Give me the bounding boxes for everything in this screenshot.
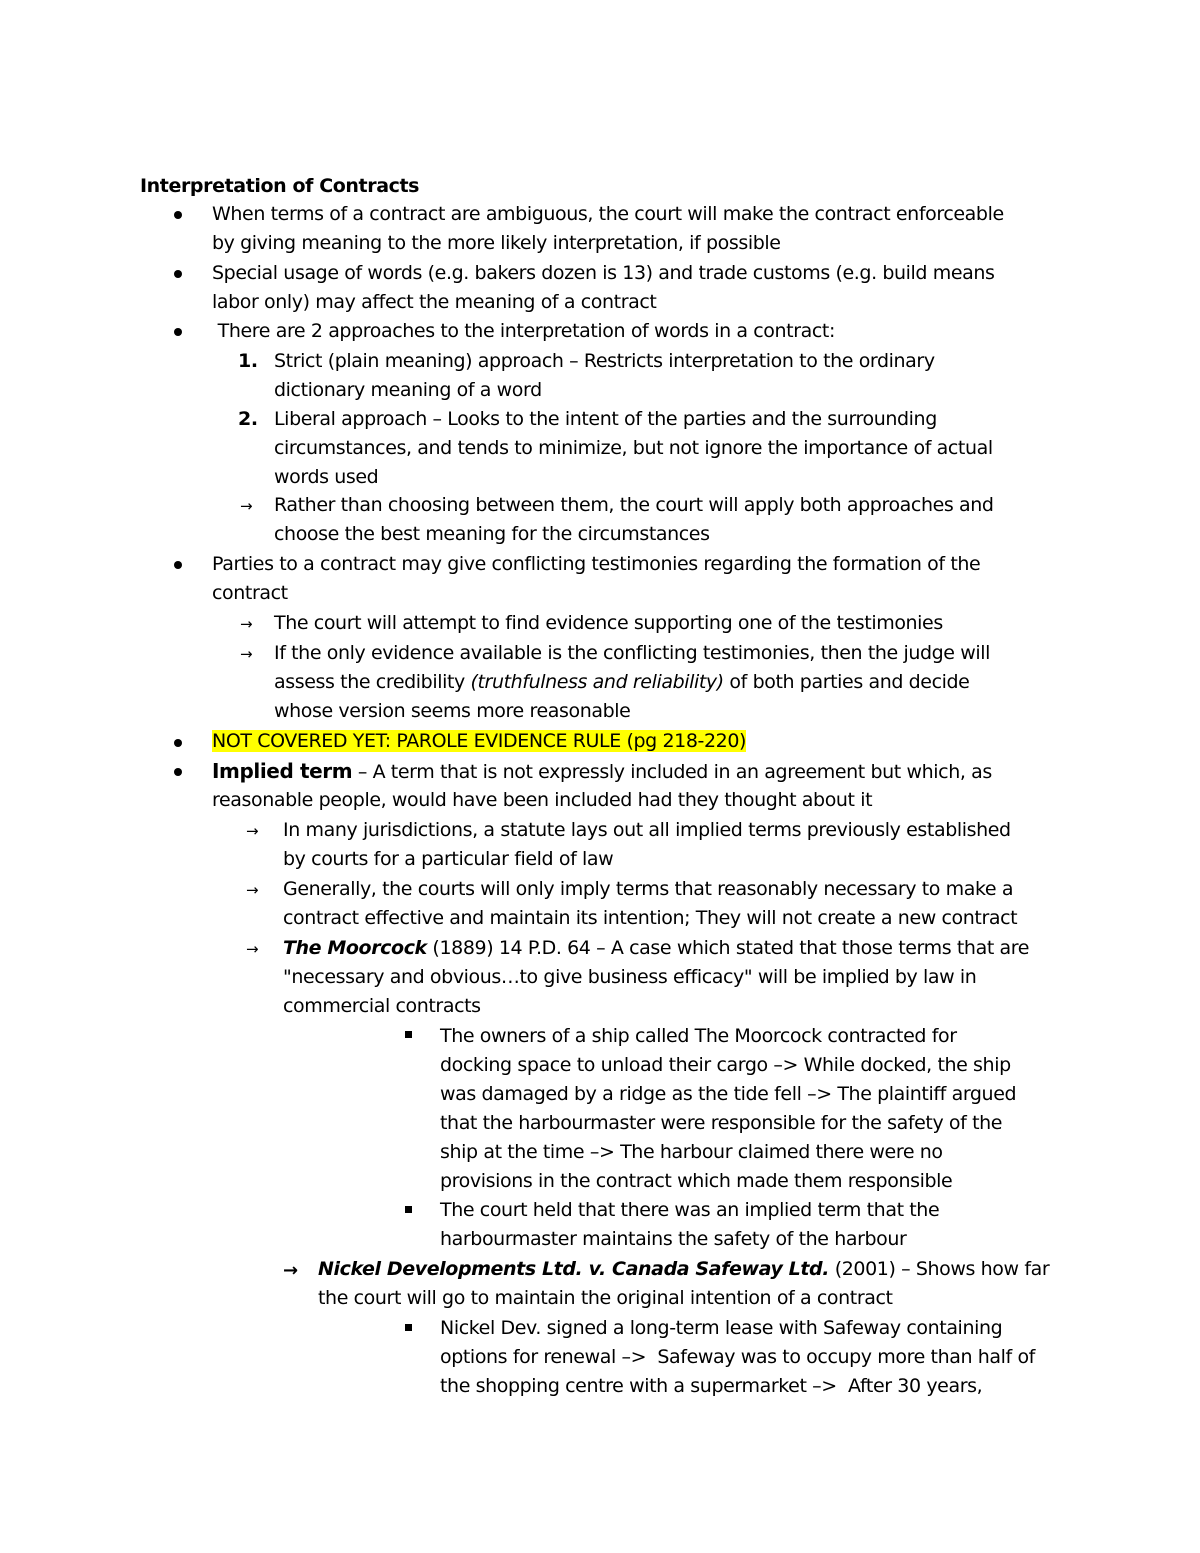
page-title: Interpretation of Contracts [140,175,420,197]
text-line: choose the best meaning for the circumstances [274,523,710,545]
highlighted-note: NOT COVERED YET: PAROLE EVIDENCE RULE (pg 218-220) [212,730,747,752]
bullet-item-implied-term [212,757,992,815]
text-line: contract effective and maintain its intention; They will not create a new contract [283,907,1018,929]
sub-bullet-moorcock-holding [440,1196,939,1254]
arrow-item-reasonably-necessary [283,875,1017,933]
bullet-item-conflicting-testimonies [212,550,980,608]
text-line: Generally, the courts will only imply terms that reasonably necessary to make a [283,878,1014,900]
right-arrow-icon: → [246,940,259,958]
arrow-item-nickel-case [318,1255,1049,1313]
text-span: assess the credibility [274,671,471,693]
text-line: The court will attempt to find evidence supporting one of the testimonies [274,612,943,634]
text-span: – A term that is not expressly included in an agreement but which, as [352,761,992,783]
sub-bullet-nickel-facts [440,1314,1035,1401]
text-span: – Shows how far [895,1258,1050,1280]
text-line [212,727,746,756]
arrow-item-find-evidence [274,609,943,638]
text-line: docking space to unload their cargo –> While docked, the ship [440,1054,1011,1076]
arrow-item-both-approaches [274,491,994,549]
list-number-1: 1. [238,350,258,372]
numbered-item-strict-approach [274,347,935,405]
italic-text: (truthfulness and reliability) [470,671,724,693]
text-line [212,757,992,786]
bullet-item-ambiguous-terms [212,200,1004,258]
numbered-item-liberal-approach [274,405,993,492]
bullet-dot-icon [174,270,182,278]
text-line: commercial contracts [283,995,481,1017]
text-line: In many jurisdictions, a statute lays out all implied terms previously established [283,819,1011,841]
square-bullet-icon [405,1031,412,1038]
bullet-item-approaches [212,317,835,346]
bullet-dot-icon [174,768,182,776]
text-line: Strict (plain meaning) approach – Restricts interpretation to the ordinary [274,350,935,372]
text-line: by giving meaning to the more likely interpretation, if possible [212,232,781,254]
list-number-2: 2. [238,408,258,430]
text-line: dictionary meaning of a word [274,379,542,401]
right-arrow-icon: → [283,1260,298,1281]
text-line: The court held that there was an implied term that the [440,1199,940,1221]
text-line: Nickel Dev. signed a long-term lease with Safeway containing [440,1317,1003,1339]
right-arrow-icon: → [240,615,253,633]
text-line: was damaged by a ridge as the tide fell –> The plaintiff argued [440,1083,1017,1105]
bullet-dot-icon [174,561,182,569]
bullet-item-not-covered [212,727,746,756]
text-line: Liberal approach – Looks to the intent of the parties and the surrounding [274,408,937,430]
text-line: If the only evidence available is the conflicting testimonies, then the judge will [274,642,990,664]
text-line: the court will go to maintain the original intention of a contract [318,1287,893,1309]
text-line: There are 2 approaches to the interpretation of words in a contract: [212,320,835,342]
text-line [274,668,990,697]
text-line: the shopping centre with a supermarket –> After 30 years, [440,1375,983,1397]
arrow-item-statute [283,816,1011,874]
text-line: reasonable people, would have been included had they thought about it [212,789,873,811]
text-line: The owners of a ship called The Moorcock contracted for [440,1025,957,1047]
text-line: When terms of a contract are ambiguous, the court will make the contract enforceable [212,203,1004,225]
text-span: – A case which stated that those terms that are [590,937,1030,959]
bullet-dot-icon [174,739,182,747]
square-bullet-icon [405,1324,412,1331]
right-arrow-icon: → [240,497,253,515]
case-name: Nickel Developments Ltd. v. Canada Safeway Ltd. [318,1258,830,1280]
text-line [318,1255,1049,1284]
right-arrow-icon: → [246,822,259,840]
text-line: contract [212,582,288,604]
text-line: by courts for a particular field of law [283,848,614,870]
text-line: that the harbourmaster were responsible for the safety of the [440,1112,1003,1134]
case-citation: (2001) [829,1258,896,1280]
right-arrow-icon: → [240,645,253,663]
text-line: whose version seems more reasonable [274,700,631,722]
bullet-item-special-usage [212,259,995,317]
bullet-dot-icon [174,328,182,336]
right-arrow-icon: → [246,881,259,899]
text-line: labor only) may affect the meaning of a contract [212,291,657,313]
text-span: of both parties and decide [723,671,970,693]
case-citation: (1889) 14 P.D. 64 [426,937,591,959]
text-line: ship at the time –> The harbour claimed there were no [440,1141,943,1163]
square-bullet-icon [405,1206,412,1213]
text-line: Special usage of words (e.g. bakers dozen is 13) and trade customs (e.g. build means [212,262,995,284]
text-line: options for renewal –> Safeway was to occupy more than half of [440,1346,1035,1368]
arrow-item-judge-credibility [274,639,990,726]
text-line: circumstances, and tends to minimize, but not ignore the importance of actual [274,437,993,459]
text-line: harbourmaster maintains the safety of the harbour [440,1228,907,1250]
text-line: Rather than choosing between them, the court will apply both approaches and [274,494,994,516]
text-line: Parties to a contract may give conflicting testimonies regarding the formation of the [212,553,981,575]
text-line [283,934,1029,963]
case-name: The Moorcock [283,937,427,959]
term-heading: Implied term [212,759,353,783]
sub-bullet-moorcock-facts [440,1022,1016,1196]
arrow-item-moorcock-case [283,934,1029,1021]
text-line: words used [274,466,379,488]
text-line: "necessary and obvious…to give business efficacy" will be implied by law in [283,966,977,988]
text-line: provisions in the contract which made them responsible [440,1170,953,1192]
bullet-dot-icon [174,211,182,219]
